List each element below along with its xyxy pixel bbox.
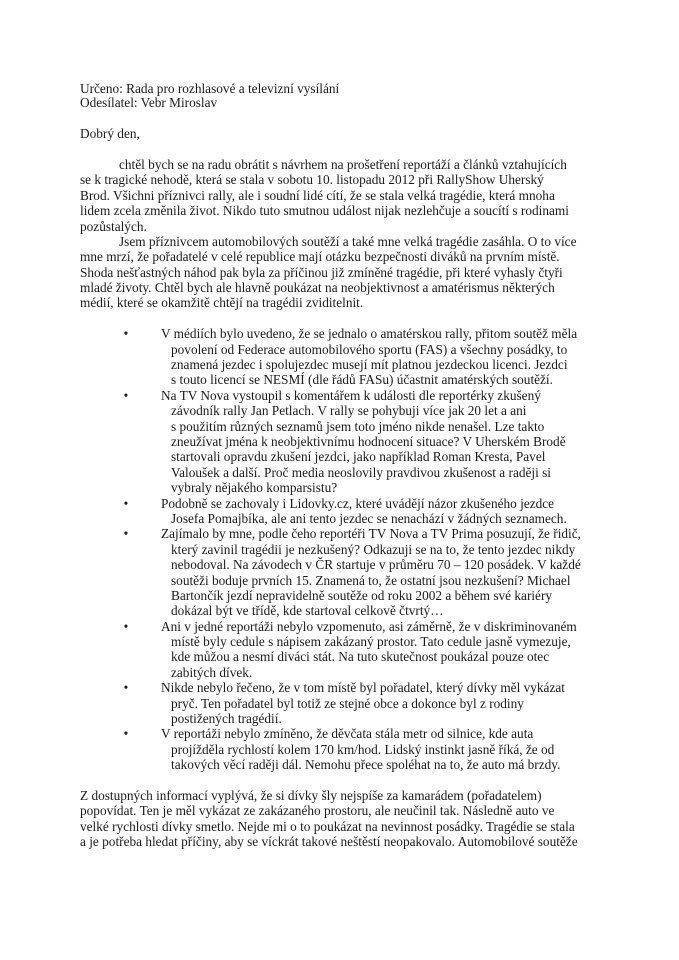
text-line: V médiích bylo uvedeno, že se jednalo o amatérskou rally, přitom soutěž měla [161,326,578,342]
paragraph-opinion [80,234,610,311]
letter-header [80,81,610,111]
text-line: mladé životy. Chtěl bych ale hlavně poukázat na neobjektivnost a amatérismus některých [80,280,555,296]
text-line: pozůstalých. [80,218,147,234]
text-line: Podobně se zachovaly i Lidovky.cz, které uvádějí názor zkušeného jezdce [161,495,555,511]
recipient-line: Určeno: Rada pro rozhlasové a televizní vysílání [80,81,340,96]
text-line: zabitých dívek. [171,664,253,680]
text-line: Nikde nebylo řečeno, že v tom místě byl pořadatel, který dívky měl vykázat [161,680,565,696]
text-line: Shoda nešťastných náhod pak byla za příčinou již zmíněné tragédie, při které vyhasly čtyři [80,264,563,280]
bullet-icon: • [123,726,129,742]
text-line: pryč. Ten pořadatel byl totiž ze stejné obce a dokonce byl z rodiny [171,695,524,711]
bullet-icon: • [123,326,129,342]
text-line: s použitím různých seznamů jsem toto jméno nikde nenašel. Lze takto [171,418,545,434]
text-line: chtěl bych se na radu obrátit s návrhem na prošetření reportáží a článků vztahujících [119,156,567,172]
greeting: Dobrý den, [80,126,140,142]
text-line: Ani v jedné reportáži nebylo vzpomenuto, asi záměrně, že v diskriminovaném [161,618,577,634]
text-line: dokázal být ve třídě, kde startoval celkově čtvrtý… [171,603,444,619]
blank-line [80,773,610,788]
text-line: V reportáži nebylo zmíněno, že děvčata stála metr od silnice, kde auta [161,726,534,742]
paragraph-closing [80,788,610,850]
text-line: Zajímalo by mne, podle čeho reportéři TV Nova a TV Prima posuzují, že řidič, [161,526,581,542]
text-line: Josefa Pomajbíka, ale ani tento jezdec se nenachází v žádných seznamech. [171,510,567,526]
text-line: Jsem příznivcem automobilových soutěží a také mne velká tragédie zasáhla. O to více [119,233,577,249]
bullet-icon: • [123,387,129,403]
text-line: který zavinil tragédii je nezkušený? Odkazuji se na to, že tento jezdec nikdy [171,541,576,557]
bullet-list [80,326,610,772]
text-line: popovídat. Ten je měl vykázat ze zakázaného prostoru, ale neučinil tak. Následně auto ve [80,803,555,819]
text-line: médií, které se okamžitě chtějí na tragédii zviditelnit. [80,295,364,311]
letter-body [80,81,610,850]
text-line: znamená jezdec i spolujezdec musejí mít platnou jezdeckou licenci. Jezdci [171,357,568,373]
text-line: kde můžou a nesmí diváci stát. Na tuto skutečnost poukázal pouze otec [171,649,550,665]
text-line: nebodoval. Na závodech v ČR startuje v průměru 70 – 120 posádek. V každé [171,557,581,573]
text-line: mne mrzí, že pořadatelé v celé republice mají otázku bezpečnosti diváků na prvním místě. [80,249,560,265]
text-line: Bartončík jezdí nepravidelně soutěže od roku 2002 a během své kariéry [171,587,553,603]
blank-line [80,142,610,157]
text-line: projížděla rychlostí kolem 170 km/hod. Lidský instinkt jasně říká, že od [171,741,555,757]
bullet-icon: • [123,680,129,696]
text-line: lidem zcela změnila život. Nikdo tuto smutnou událost nijak nezlehčuje a soucítí s rodinami [80,203,569,219]
text-line: závodník rally Jan Petlach. V rally se pohybuji více jak 20 let a ani [171,403,527,419]
text-line: Na TV Nova vystoupil s komentářem k události dle reportérky zkušený [161,387,541,403]
text-line: zneužívat jména k neobjektivnímu hodnocení situace? V Uherském Brodě [171,433,566,449]
bullet-item [80,526,610,618]
text-line: velké rychlosti dívky smetlo. Nejde mi o to poukázat na nevinnost posádky. Tragédie se stala [80,818,575,834]
sender-line: Odesílatel: Vebr Miroslav [80,95,218,111]
text-line: Z dostupných informací vyplývá, že si dívky šly nejspíše za kamarádem (pořadatelem) [80,787,542,803]
bullet-item [80,619,610,681]
paragraph-intro [80,157,610,234]
bullet-item [80,726,610,772]
text-line: povolení od Federace automobilového sportu (FAS) a všechny posádky, to [171,341,568,357]
text-line: vybraly nějakého komparsistu? [171,480,338,496]
bullet-icon: • [123,526,129,542]
bullet-item [80,326,610,388]
text-line: Brod. Všichni příznivci rally, ale i soudní lidé cítí, že se stala velká tragédie, která mnoha [80,187,555,203]
text-line: postižených tragédií. [171,711,282,727]
bullet-icon: • [123,618,129,634]
text-line: Valoušek a další. Proč media neoslovily pravdivou zkušenost a raději si [171,464,551,480]
text-line: startovali opravdu zkušení jezdci, jako například Roman Kresta, Pavel [171,449,546,465]
text-line: místě byly cedule s nápisem zakázaný prostor. Tato cedule jasně vymezuje, [171,634,571,650]
bullet-item [80,680,610,726]
text-line: soutěži boduje prvních 15. Znamená to, že ostatní jsou nezkušení? Michael [171,572,571,588]
bullet-icon: • [123,495,129,511]
text-line: takových věcí raději dál. Nemohu přece spoléhat na to, že auto má brzdy. [171,757,561,773]
bullet-item [80,496,610,527]
blank-line [80,111,610,126]
text-line: a je potřeba hledat příčiny, aby se víckrát takové neštěstí neopakovalo. Automobilové soutěže [80,834,578,850]
text-line: se k tragické nehodě, která se stala v sobotu 10. listopadu 2012 při RallyShow Uherský [80,172,544,188]
text-line: s touto licencí se NESMÍ (dle řádů FASu) účastnit amatérských soutěží. [171,372,553,388]
blank-line [80,311,610,326]
bullet-item [80,388,610,496]
